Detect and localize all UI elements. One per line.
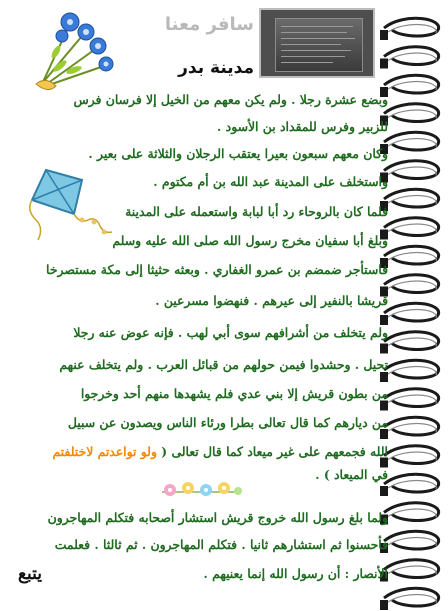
spiral-ring [384, 446, 439, 464]
spiral-binding-icon [378, 0, 448, 611]
flower-bouquet-icon [22, 6, 118, 92]
spiral-ring [384, 503, 439, 521]
spiral-hole [380, 30, 388, 40]
spiral-ring [384, 360, 439, 378]
text-line-2: للزبير وفرس للمقداد بن الأسود . [217, 119, 388, 134]
spiral-hole [380, 486, 388, 496]
monument-photo [259, 8, 375, 78]
text-line-12: من ديارهم كما قال تعالى بطرا ورئاء الناس ويصدون عن سبيل [67, 415, 388, 430]
spiral-ring [384, 218, 439, 236]
spiral-hole [380, 59, 388, 69]
page-title: مدينة بدر [178, 58, 254, 78]
spiral-ring [384, 161, 439, 179]
quran-quote: ولو تواعدتم لاختلفتم [52, 444, 157, 459]
spiral-ring [384, 332, 439, 350]
spiral-ring [384, 104, 439, 122]
site-title: سافر معنا [164, 14, 254, 35]
text-line-4: واستخلف على المدينة عبد الله بن أم مكتوم . [153, 174, 388, 189]
text-line-15: ولما بلغ رسول الله خروج قريش استشار أصحابه فتكلم المهاجرون [47, 510, 388, 525]
spiral-ring [384, 18, 439, 36]
spiral-ring [384, 47, 439, 65]
spiral-ring [384, 417, 439, 435]
spiral-ring [384, 189, 439, 207]
text-line-9: ولم يتخلف من أشرافهم سوى أبي لهب . فإنه عوض عنه رجلا [73, 325, 388, 340]
spiral-hole [380, 344, 388, 354]
spiral-ring [384, 246, 439, 264]
kite-icon [22, 166, 114, 246]
spiral-ring [384, 531, 439, 549]
flower-divider-icon [158, 478, 244, 502]
spiral-hole [380, 600, 388, 610]
spiral-ring [384, 389, 439, 407]
spiral-ring [384, 275, 439, 293]
spiral-ring [384, 303, 439, 321]
spiral-ring [384, 588, 439, 606]
spiral-ring [384, 560, 439, 578]
spiral-ring [384, 474, 439, 492]
text-line-16: فأحسنوا ثم استشارهم ثانيا . فتكلم المهاجرون . ثم ثالثا . فعلمت [54, 537, 388, 552]
continue-label[interactable]: يتبع [18, 564, 43, 584]
text-line-13-main: الله فجمعهم على غير ميعاد كما قال تعالى ( [161, 444, 388, 459]
text-line-7: فاستأجر ضمضم بن عمرو الغفاري . وبعثه حثيثا إلى مكة مستصرخا [46, 262, 388, 277]
spiral-ring [384, 132, 439, 150]
spiral-ring [384, 75, 439, 93]
text-line-10: تحيل . وحشدوا فيمن حولهم من قبائل العرب . ولم يتخلف عنهم [59, 357, 388, 372]
text-line-11: من بطون قريش إلا بني عدي فلم يشهدها منهم أحد وخرجوا [80, 386, 388, 401]
text-line-5: فلما كان بالروحاء رد أبا لبابة واستعمله على المدينة [125, 204, 388, 219]
text-line-14: في الميعاد ) . [315, 467, 388, 482]
text-line-8: قريشا بالنفير إلى عيرهم . فنهضوا مسرعين . [155, 293, 388, 308]
text-line-6: وبلغ أبا سفيان مخرج رسول الله صلى الله عليه وسلم [112, 233, 388, 248]
text-line-17: الأنصار : أن رسول الله إنما يعنيهم . [203, 566, 388, 581]
text-line-13 [52, 443, 388, 461]
text-line-1: وبضع عشرة رجلا . ولم يكن معهم من الخيل إلا فرسان فرس [73, 92, 388, 107]
text-line-3: وكان معهم سبعون بعيرا يعتقب الرجلان والثلاثة على بعير . [88, 146, 388, 161]
